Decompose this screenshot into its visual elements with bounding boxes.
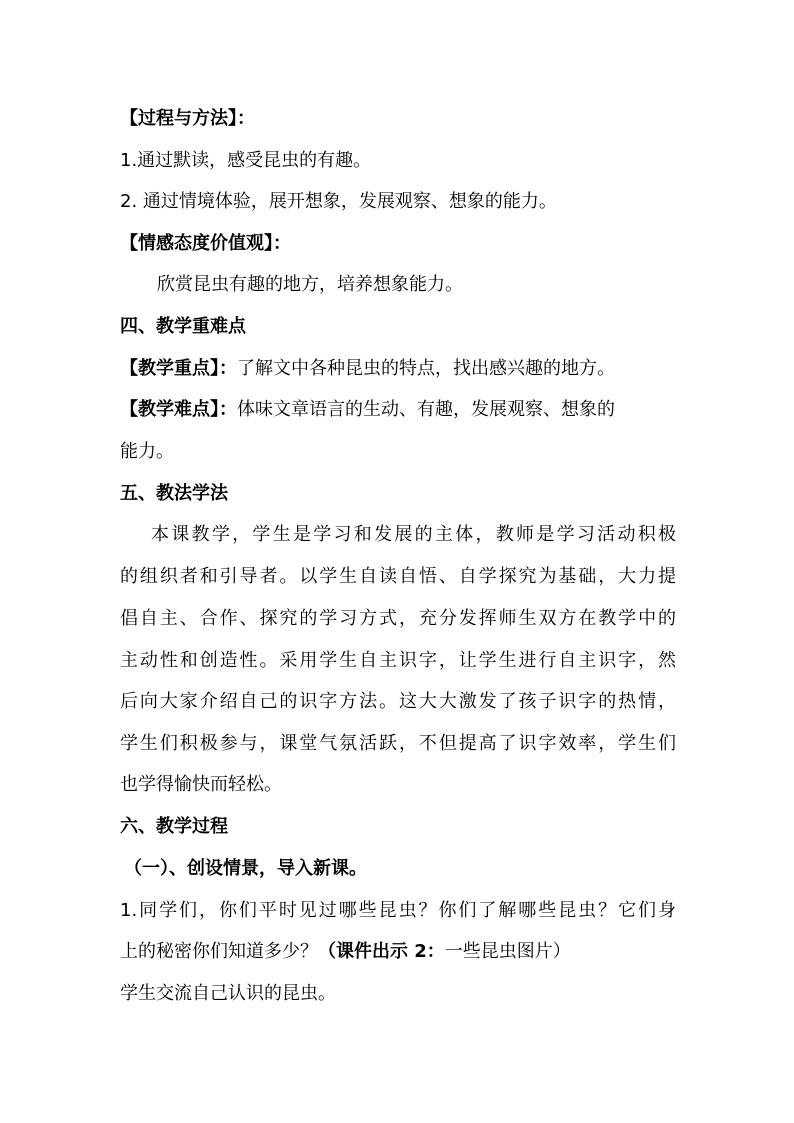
difficult-point-paragraph <box>120 397 676 423</box>
section-5-line: 后向大家介绍自己的识字方法。这大大激发了孩子识字的热情， <box>120 691 676 712</box>
section-5-heading: 五、教法学法 <box>120 483 228 504</box>
section-6-heading: 六、教学过程 <box>120 816 228 837</box>
section-5-line: 主动性和创造性。采用学生自主识字，让学生进行自主识字，然 <box>120 650 676 671</box>
student-activity: 学生交流自己认识的昆虫。 <box>120 983 336 1004</box>
difficult-point-text: 体味文章语言的生动、有趣，发展观察、想象的 <box>237 399 615 420</box>
section-5-line: 也学得愉快而轻松。 <box>120 774 282 795</box>
courseware-note-rest: 一些昆虫图片） <box>444 941 571 962</box>
courseware-note: （课件出示 2： <box>318 941 445 962</box>
section-5-line: 本课教学，学生是学习和发展的主体，教师是学习活动积极 <box>151 524 676 545</box>
section-4-heading: 四、教学重难点 <box>120 316 246 337</box>
process-method-item-1: 1.通过默读，感受昆虫的有趣。 <box>120 150 372 171</box>
key-point-text: 了解文中各种昆虫的特点，找出感兴趣的地方。 <box>237 358 615 379</box>
emotion-values-text: 欣赏昆虫有趣的地方，培养想象能力。 <box>157 274 463 295</box>
key-point-paragraph <box>120 356 676 382</box>
difficult-point-label: 【教学难点】： <box>120 399 237 420</box>
section-5-line: 学生们积极参与，课堂气氛活跃，不但提高了识字效率，学生们 <box>120 733 676 754</box>
difficult-point-text-continued: 能力。 <box>120 441 174 462</box>
process-method-heading: 【过程与方法】： <box>120 108 255 129</box>
question-line-2 <box>120 939 676 965</box>
section-6-subheading: （一）、创设情景，导入新课。 <box>124 858 367 879</box>
key-point-label: 【教学重点】： <box>120 358 237 379</box>
emotion-values-heading: 【情感态度价值观】： <box>120 233 291 254</box>
section-5-line: 倡自主、合作、探究的学习方式，充分发挥师生双方在教学中的 <box>120 608 676 629</box>
question-line-1: 1.同学们，你们平时见过哪些昆虫？你们了解哪些昆虫？它们身 <box>120 900 676 921</box>
process-method-item-2: 2. 通过情境体验，展开想象，发展观察、想象的能力。 <box>120 191 557 212</box>
question-text: 上的秘密你们知道多少？ <box>120 941 318 962</box>
section-5-line: 的组织者和引导者。以学生自读自悟、自学探究为基础，大力提 <box>120 566 676 587</box>
